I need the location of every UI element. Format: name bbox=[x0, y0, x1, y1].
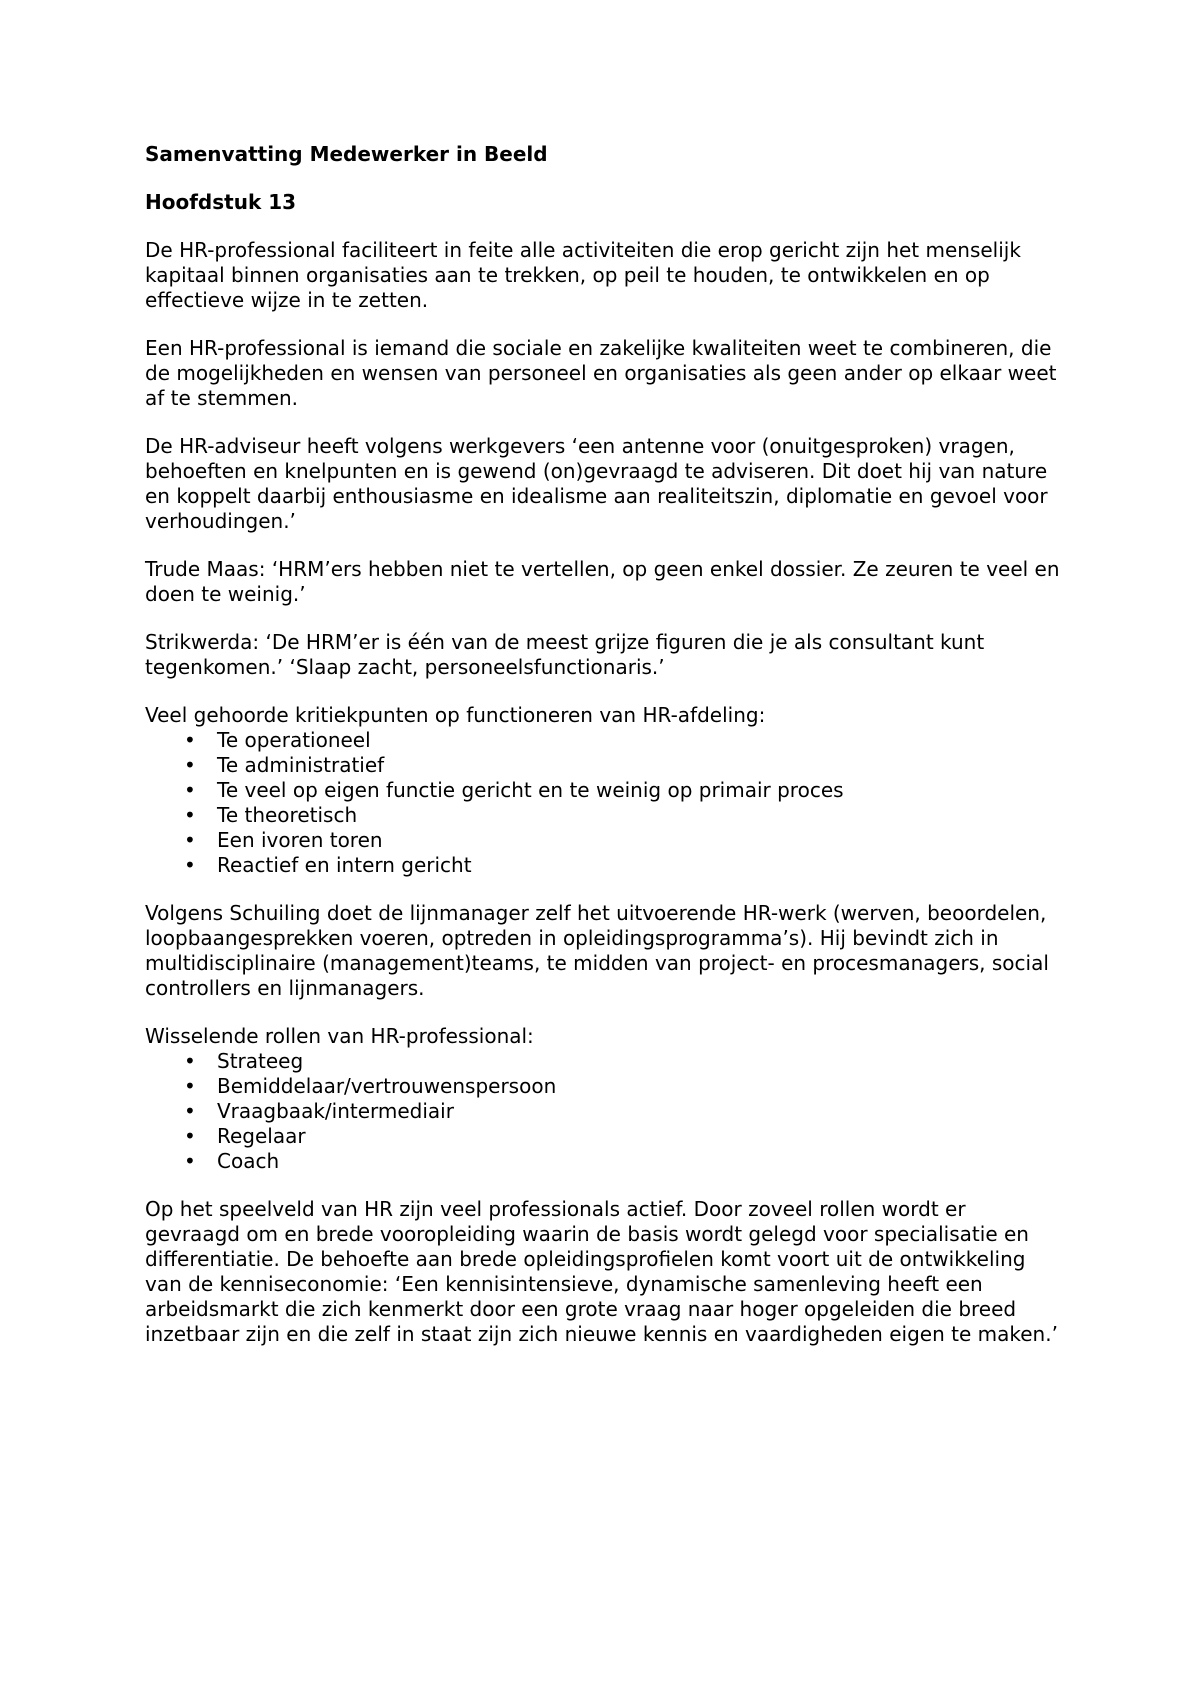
list-item bbox=[145, 853, 1065, 878]
paragraph-schuiling: Volgens Schuiling doet de lijnmanager zelf het uitvoerende HR-werk (werven, beoordelen, loopbaangesprekken voeren, optreden in opleidingsprogramma’s). Hij bevindt zich in multidisciplinaire (management)teams, te midden van project- en procesmanagers, social controllers en lijnmanagers. bbox=[145, 901, 1049, 1000]
list-item-text: Te administratief bbox=[217, 753, 385, 777]
paragraph-hr-professional-definition: De HR-professional faciliteert in feite alle activiteiten die erop gericht zijn het menselijk kapitaal binnen organisaties aan te trekken, op peil te houden, te ontwikkelen en op effectieve wijze in te zetten. bbox=[145, 238, 1021, 312]
chapter-heading: Hoofdstuk 13 bbox=[145, 190, 297, 214]
list-item bbox=[145, 1124, 1065, 1149]
list-item bbox=[145, 1049, 1065, 1074]
document-page bbox=[145, 142, 1065, 1347]
paragraph-strikwerda-quote: Strikwerda: ‘De HRM’er is één van de meest grijze figuren die je als consultant kunt tegenkomen.’ ‘Slaap zacht, personeelsfunctionaris.’ bbox=[145, 630, 985, 679]
list-item-text: Regelaar bbox=[217, 1124, 306, 1148]
bullet-icon: • bbox=[184, 853, 196, 877]
list-item-text: Bemiddelaar/vertrouwenspersoon bbox=[217, 1074, 557, 1098]
paragraph-hr-adviseur: De HR-adviseur heeft volgens werkgevers ‘een antenne voor (onuitgesproken) vragen, behoeften en knelpunten en is gewend (on)gevraagd te adviseren. Dit doet hij van nature en koppelt daarbij enthousiasme en idealisme aan realiteitszin, diplomatie en gevoel voor verhoudingen.’ bbox=[145, 434, 1048, 533]
document-title: Samenvatting Medewerker in Beeld bbox=[145, 142, 548, 166]
list-item bbox=[145, 803, 1065, 828]
criticism-list-intro: Veel gehoorde kritiekpunten op functioneren van HR-afdeling: bbox=[145, 703, 766, 727]
list-item-text: Vraagbaak/intermediair bbox=[217, 1099, 454, 1123]
list-item bbox=[145, 728, 1065, 753]
list-item-text: Te veel op eigen functie gericht en te weinig op primair proces bbox=[217, 778, 844, 802]
paragraph-hr-professional-qualities: Een HR-professional is iemand die sociale en zakelijke kwaliteiten weet te combineren, die de mogelijkheden en wensen van personeel en organisaties als geen ander op elkaar weet af te stemmen. bbox=[145, 336, 1057, 410]
roles-list-intro: Wisselende rollen van HR-professional: bbox=[145, 1024, 534, 1048]
paragraph-speelveld-hr: Op het speelveld van HR zijn veel professionals actief. Door zoveel rollen wordt er gevraagd om en brede vooropleiding waarin de basis wordt gelegd voor specialisatie en differentiatie. De behoefte aan brede opleidingsprofielen komt voort uit de ontwikkeling van de kenniseconomie: ‘Een kennisintensieve, dynamische samenleving heeft een arbeidsmarkt die zich kenmerkt door een grote vraag naar hoger opgeleiden die breed inzetbaar zijn en die zelf in staat zijn zich nieuwe kennis en vaardigheden eigen te maken.’ bbox=[145, 1197, 1058, 1346]
list-item bbox=[145, 1149, 1065, 1174]
list-item-text: Coach bbox=[217, 1149, 280, 1173]
list-item-text: Te theoretisch bbox=[217, 803, 358, 827]
bullet-icon: • bbox=[184, 803, 196, 827]
list-item bbox=[145, 1074, 1065, 1099]
list-item bbox=[145, 778, 1065, 803]
list-item-text: Strateeg bbox=[217, 1049, 304, 1073]
paragraph-trude-maas-quote: Trude Maas: ‘HRM’ers hebben niet te vertellen, op geen enkel dossier. Ze zeuren te veel en doen te weinig.’ bbox=[145, 557, 1060, 606]
bullet-icon: • bbox=[184, 1124, 196, 1148]
bullet-icon: • bbox=[184, 1099, 196, 1123]
list-item bbox=[145, 828, 1065, 853]
roles-list bbox=[145, 1049, 1065, 1174]
list-item-text: Reactief en intern gericht bbox=[217, 853, 472, 877]
bullet-icon: • bbox=[184, 753, 196, 777]
list-item bbox=[145, 753, 1065, 778]
bullet-icon: • bbox=[184, 1049, 196, 1073]
bullet-icon: • bbox=[184, 1074, 196, 1098]
bullet-icon: • bbox=[184, 778, 196, 802]
list-item bbox=[145, 1099, 1065, 1124]
list-item-text: Een ivoren toren bbox=[217, 828, 383, 852]
bullet-icon: • bbox=[184, 828, 196, 852]
criticism-list bbox=[145, 728, 1065, 878]
bullet-icon: • bbox=[184, 728, 196, 752]
bullet-icon: • bbox=[184, 1149, 196, 1173]
list-item-text: Te operationeel bbox=[217, 728, 371, 752]
